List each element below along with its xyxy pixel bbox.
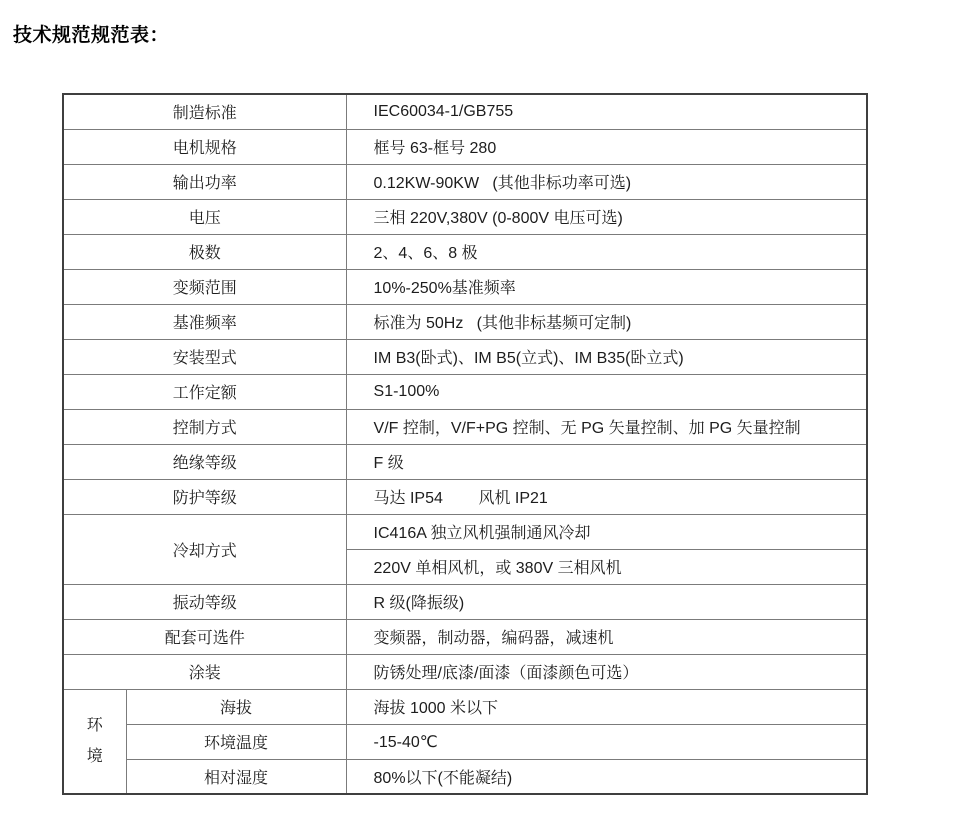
table-row	[63, 479, 867, 514]
spec-value: 2、4、6、8 极	[346, 234, 867, 269]
spec-value: 变频器，制动器，编码器，减速机	[346, 619, 867, 654]
spec-label: 变频范围	[63, 269, 346, 304]
table-row	[63, 619, 867, 654]
table-row	[63, 409, 867, 444]
spec-label: 电机规格	[63, 129, 346, 164]
spec-value: IM B3(卧式)、IM B5(立式)、IM B35(卧立式)	[346, 339, 867, 374]
spec-label-cooling: 冷却方式	[63, 514, 346, 584]
spec-value: 马达 IP54 风机 IP21	[346, 479, 867, 514]
spec-label: 输出功率	[63, 164, 346, 199]
spec-label: 极数	[63, 234, 346, 269]
spec-value: 10%-250%基准频率	[346, 269, 867, 304]
spec-env-value: 海拔 1000 米以下	[346, 689, 867, 724]
spec-label: 安装型式	[63, 339, 346, 374]
spec-value: 框号 63-框号 280	[346, 129, 867, 164]
table-row	[63, 374, 867, 409]
spec-env-value: -15-40℃	[346, 724, 867, 759]
table-row	[63, 94, 867, 129]
spec-label: 绝缘等级	[63, 444, 346, 479]
spec-env-group-label	[63, 689, 126, 794]
spec-value: 0.12KW-90KW (其他非标功率可选)	[346, 164, 867, 199]
spec-env-label: 环境温度	[126, 724, 346, 759]
spec-value-cooling-1: IC416A 独立风机强制通风冷却	[346, 514, 867, 549]
table-row-environment	[63, 689, 867, 724]
spec-value: IEC60034-1/GB755	[346, 94, 867, 129]
spec-label: 制造标准	[63, 94, 346, 129]
table-row	[63, 199, 867, 234]
spec-label: 基准频率	[63, 304, 346, 339]
table-row	[63, 654, 867, 689]
spec-label: 配套可选件	[63, 619, 346, 654]
spec-label: 工作定额	[63, 374, 346, 409]
spec-value-cooling-2: 220V 单相风机，或 380V 三相风机	[346, 549, 867, 584]
spec-env-label: 相对湿度	[126, 759, 346, 794]
table-row	[63, 304, 867, 339]
table-row-cooling	[63, 514, 867, 549]
spec-label: 控制方式	[63, 409, 346, 444]
page-title: 技术规范规范表：	[13, 25, 170, 46]
spec-label: 防护等级	[63, 479, 346, 514]
spec-label: 涂装	[63, 654, 346, 689]
spec-value: 标准为 50Hz (其他非标基频可定制)	[346, 304, 867, 339]
table-row	[63, 234, 867, 269]
table-row-environment	[63, 759, 867, 794]
env-vertical-label: 环境	[86, 717, 103, 766]
table-row	[63, 129, 867, 164]
table-row	[63, 164, 867, 199]
spec-table	[62, 93, 868, 795]
spec-value: S1-100%	[346, 374, 867, 409]
table-row	[63, 339, 867, 374]
spec-value: F 级	[346, 444, 867, 479]
spec-value: R 级(降振级)	[346, 584, 867, 619]
spec-label: 振动等级	[63, 584, 346, 619]
spec-label: 电压	[63, 199, 346, 234]
spec-value: 三相 220V,380V (0-800V 电压可选)	[346, 199, 867, 234]
table-row	[63, 584, 867, 619]
spec-env-label: 海拔	[126, 689, 346, 724]
table-row	[63, 444, 867, 479]
spec-env-value: 80%以下(不能凝结)	[346, 759, 867, 794]
spec-value: V/F 控制，V/F+PG 控制、无 PG 矢量控制、加 PG 矢量控制	[346, 409, 867, 444]
table-row-environment	[63, 724, 867, 759]
table-row	[63, 269, 867, 304]
spec-value: 防锈处理/底漆/面漆（面漆颜色可选）	[346, 654, 867, 689]
